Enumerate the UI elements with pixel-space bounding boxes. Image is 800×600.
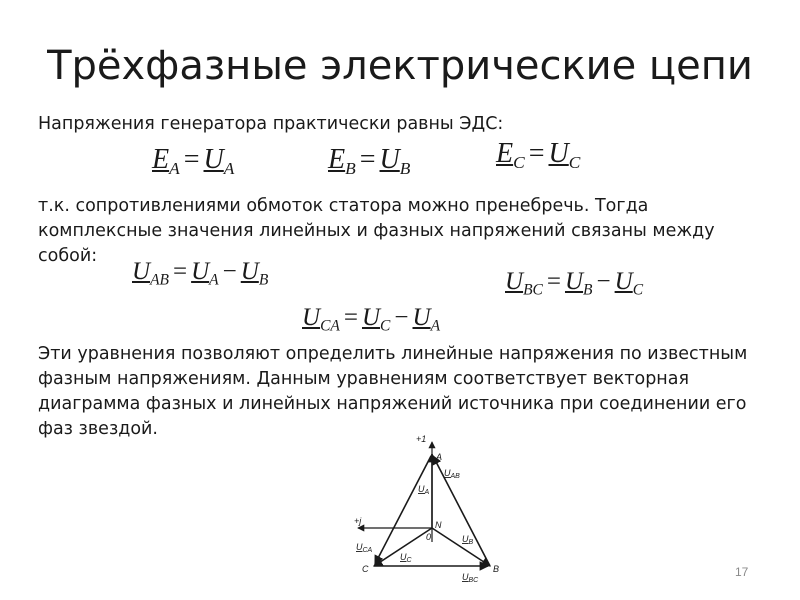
label-uab: $U_{AB}$	[444, 468, 460, 480]
label-uca: $U_{CA}$	[356, 542, 373, 554]
label-ubc: $U_{BC}$	[462, 572, 479, 584]
point-a-label: A	[436, 452, 443, 462]
point-b-label: B	[493, 564, 500, 574]
equation-ea-ua: $E_A = U_A$	[152, 144, 235, 179]
intro-text: Напряжения генератора практически равны ЭДС:	[38, 114, 504, 134]
axis-imag-label: +j	[354, 516, 362, 526]
equation-ec-uc: $E_C = U_C$	[496, 138, 581, 173]
label-uc: $U_C$	[400, 552, 412, 564]
paragraph-2: Эти уравнения позволяют определить линейные напряжения по известным фазным напряжениям. Данным уравнениям соответствует векторная диаграмма фазных и линейных напряжений источника при соединении его фаз звездой.	[38, 344, 748, 439]
point-o-label: 0	[426, 532, 432, 542]
vector-ub	[432, 528, 490, 566]
equation-uca: $U_{CA} = U_C - U_A$	[302, 304, 441, 335]
label-ub: $U_B$	[462, 534, 474, 546]
slide-title: Трёхфазные электрические цепи	[47, 43, 753, 89]
page-number: 17	[735, 565, 749, 579]
axis-real-label: +1	[416, 434, 427, 444]
point-c-label: C	[362, 564, 369, 574]
vector-diagram	[340, 430, 510, 590]
equation-uab: $U_{AB} = U_A - U_B$	[132, 258, 269, 289]
label-ua: $U_A$	[418, 484, 430, 496]
paragraph-1: т.к. сопротивлениями обмоток статора можно пренебречь. Тогда комплексные значения линейных и фазных напряжений связаны между собой:	[38, 196, 715, 266]
vector-uab	[433, 456, 490, 566]
equation-eb-ub: $E_B = U_B$	[328, 144, 411, 179]
point-n-label: N	[435, 520, 442, 530]
equation-ubc: $U_{BC} = U_B - U_C$	[505, 268, 644, 299]
